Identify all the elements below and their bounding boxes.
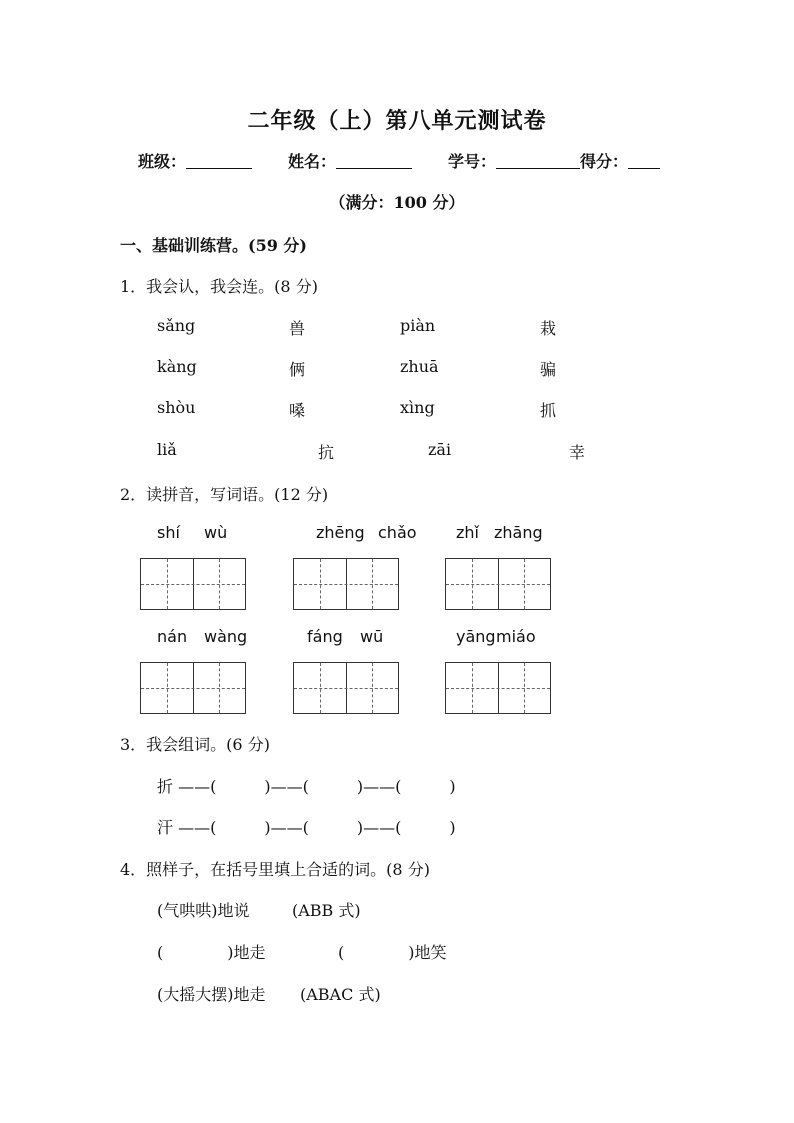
- writing-grid[interactable]: [140, 558, 246, 610]
- q1-prompt: 1．我会认，我会连。(8 分): [120, 277, 318, 296]
- section-1-heading: 一、基础训练营。(59 分): [120, 236, 307, 255]
- pinyin: nán: [157, 627, 188, 646]
- q1-cell: 嗓: [289, 401, 306, 420]
- name-field: [288, 149, 412, 172]
- name-label: 姓名：: [288, 152, 337, 171]
- id-label: 学号：: [448, 152, 497, 171]
- q4-example-1: (气哄哄)地说: [157, 901, 250, 920]
- q3-row: [157, 774, 456, 797]
- q2-prompt: 2．读拼音，写词语。(12 分): [120, 485, 329, 504]
- q1-cell: 俩: [289, 360, 306, 379]
- q3-prompt: 3．我会组词。(6 分): [120, 735, 270, 754]
- q1-cell: piàn: [400, 316, 436, 335]
- q4-example-2-type: (ABAC 式): [300, 985, 381, 1004]
- q1-cell: zāi: [428, 440, 452, 459]
- pinyin: zhēng: [316, 523, 365, 542]
- writing-grid[interactable]: [140, 662, 246, 714]
- pinyin: miáo: [496, 627, 536, 646]
- q1-cell: sǎng: [157, 316, 196, 335]
- q1-cell: kàng: [157, 357, 197, 376]
- writing-grid[interactable]: [445, 662, 551, 714]
- pinyin: wù: [204, 523, 228, 542]
- pinyin: wàng: [204, 627, 248, 646]
- q1-cell: liǎ: [157, 440, 177, 459]
- q4-blank-1[interactable]: ( )地走: [157, 943, 266, 962]
- q4-example-2: (大摇大摆)地走: [157, 985, 266, 1004]
- q3-blanks[interactable]: ——( )——( )——( ): [178, 777, 456, 796]
- q4-prompt: 4．照样子，在括号里填上合适的词。(8 分): [120, 860, 430, 879]
- pinyin: yāng: [456, 627, 496, 646]
- pinyin: fáng: [307, 627, 343, 646]
- name-blank[interactable]: [336, 152, 412, 169]
- q1-cell: zhuā: [400, 357, 439, 376]
- q4-example-1-type: (ABB 式): [292, 901, 361, 920]
- score-label: 得分：: [580, 152, 629, 171]
- q1-cell: 兽: [289, 319, 306, 338]
- id-blank[interactable]: [496, 152, 580, 169]
- writing-grid[interactable]: [293, 662, 399, 714]
- pinyin: wū: [360, 627, 384, 646]
- id-field: [448, 149, 660, 172]
- class-label: 班级：: [138, 152, 187, 171]
- q1-cell: 骗: [540, 360, 557, 379]
- q1-cell: xìng: [400, 398, 435, 417]
- q3-blanks[interactable]: ——( )——( )——( ): [178, 818, 456, 837]
- pinyin: zhǐ: [456, 523, 479, 542]
- pinyin: shí: [157, 523, 180, 542]
- q1-cell: 栽: [540, 319, 557, 338]
- q1-cell: shòu: [157, 398, 196, 417]
- q1-cell: 幸: [569, 443, 586, 462]
- full-score: （满分：100 分）: [329, 193, 465, 212]
- score-blank[interactable]: [628, 152, 660, 169]
- q3-char: 汗: [157, 818, 174, 837]
- pinyin: zhāng: [494, 523, 543, 542]
- writing-grid[interactable]: [293, 558, 399, 610]
- q1-cell: 抓: [540, 401, 557, 420]
- q4-blank-2[interactable]: ( )地笑: [338, 943, 447, 962]
- q1-cell: 抗: [318, 443, 335, 462]
- writing-grid[interactable]: [445, 558, 551, 610]
- class-field: [138, 149, 252, 172]
- page-title: 二年级（上）第八单元测试卷: [247, 108, 547, 134]
- q3-row: [157, 815, 456, 838]
- pinyin: chǎo: [378, 523, 417, 542]
- q3-char: 折: [157, 777, 174, 796]
- class-blank[interactable]: [186, 152, 252, 169]
